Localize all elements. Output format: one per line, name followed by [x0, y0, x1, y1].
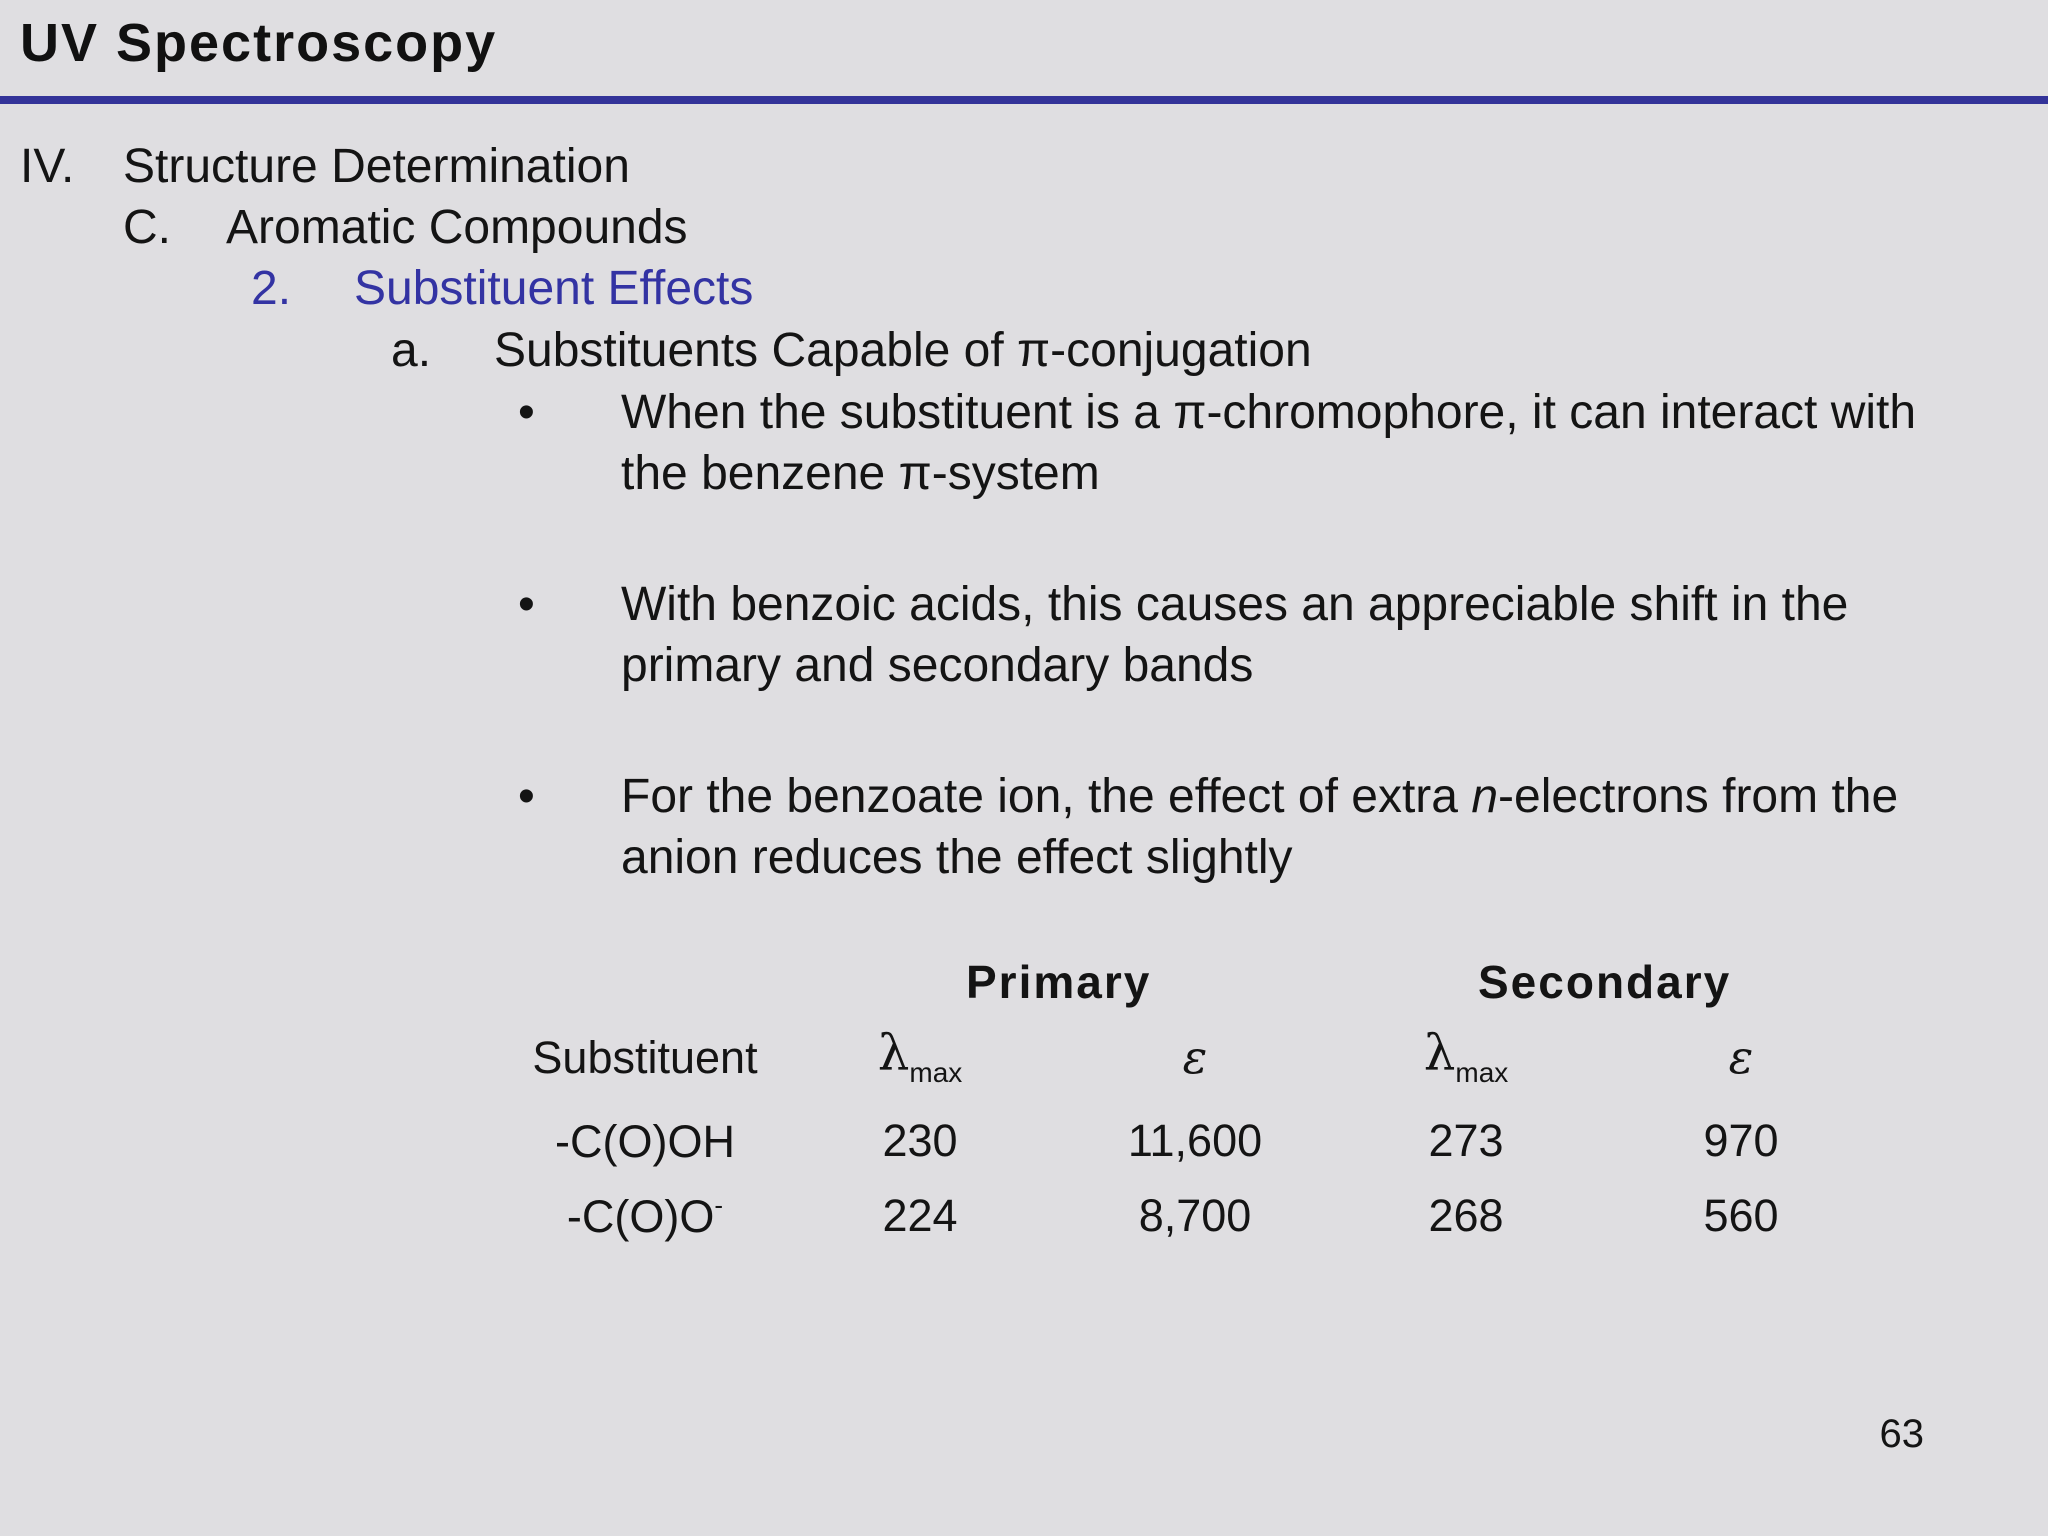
row-2-primary-epsilon: 8,700: [1138, 1190, 1252, 1241]
outline-level-3-number: 2.: [251, 262, 292, 315]
column-secondary-epsilon: [1666, 1030, 1816, 1084]
outline-level-4-text: Substituents Capable of π-conjugation: [494, 324, 1312, 377]
outline-level-3-text: Substituent Effects: [354, 262, 754, 315]
header-secondary: Secondary: [1478, 956, 1732, 1008]
row-2-secondary-lambda: 268: [1428, 1190, 1504, 1241]
bullet-marker: •: [518, 770, 535, 823]
column-primary-epsilon: [1120, 1030, 1270, 1084]
row-1-primary-epsilon: 11,600: [1127, 1115, 1263, 1166]
bullet-1-line-2: the benzene π-system: [621, 447, 1100, 500]
bullet-2-line-1: With benzoic acids, this causes an appreciable shift in the: [621, 578, 1849, 631]
bullet-marker: •: [518, 578, 535, 631]
outline-level-2-text: Aromatic Compounds: [226, 201, 688, 254]
row-1-secondary-lambda: 273: [1428, 1115, 1504, 1166]
row-1-primary-lambda: 230: [882, 1115, 958, 1166]
bullet-3-line-2: anion reduces the effect slightly: [621, 831, 1293, 884]
bullet-1-line-1: When the substituent is a π-chromophore, it can interact with: [621, 386, 1917, 439]
row-2-secondary-epsilon: 560: [1703, 1190, 1779, 1241]
title-underline: [0, 96, 2048, 104]
header-primary: Primary: [966, 956, 1152, 1008]
column-substituent: Substituent: [532, 1032, 758, 1083]
pi-symbol: π: [1173, 386, 1207, 439]
lambda-symbol: λ: [1423, 1024, 1456, 1082]
page-number: 63: [1879, 1412, 1924, 1456]
slide-title: UV Spectroscopy: [20, 13, 498, 73]
lambda-symbol: λ: [877, 1024, 910, 1082]
bullet-marker: •: [518, 386, 535, 439]
n-italic: n: [1471, 770, 1499, 823]
column-secondary-lambda-max: $\lambda_{max}$: [1423, 1024, 1509, 1088]
bullet-3-line-1: For the benzoate ion, the effect of extra n-electrons from the: [621, 770, 1899, 823]
outline-level-1-number: IV.: [20, 140, 75, 193]
row-2-primary-lambda: 224: [882, 1190, 958, 1241]
outline-level-2-number: C.: [123, 201, 171, 254]
bullet-2-line-2: primary and secondary bands: [621, 639, 1254, 692]
row-2-substituent: -C(O)O-: [566, 1190, 724, 1242]
column-primary-lambda-max: $\lambda_{max}$: [877, 1024, 963, 1088]
pi-symbol: π: [1017, 324, 1051, 377]
outline-level-1-text: Structure Determination: [123, 140, 630, 193]
epsilon-symbol: ε: [1182, 1030, 1208, 1084]
row-1-secondary-epsilon: 970: [1703, 1115, 1779, 1166]
outline-level-4-number: a.: [391, 324, 432, 377]
epsilon-symbol: ε: [1728, 1030, 1754, 1084]
pi-symbol: π: [898, 447, 932, 500]
row-1-substituent: -C(O)OH: [555, 1116, 735, 1167]
